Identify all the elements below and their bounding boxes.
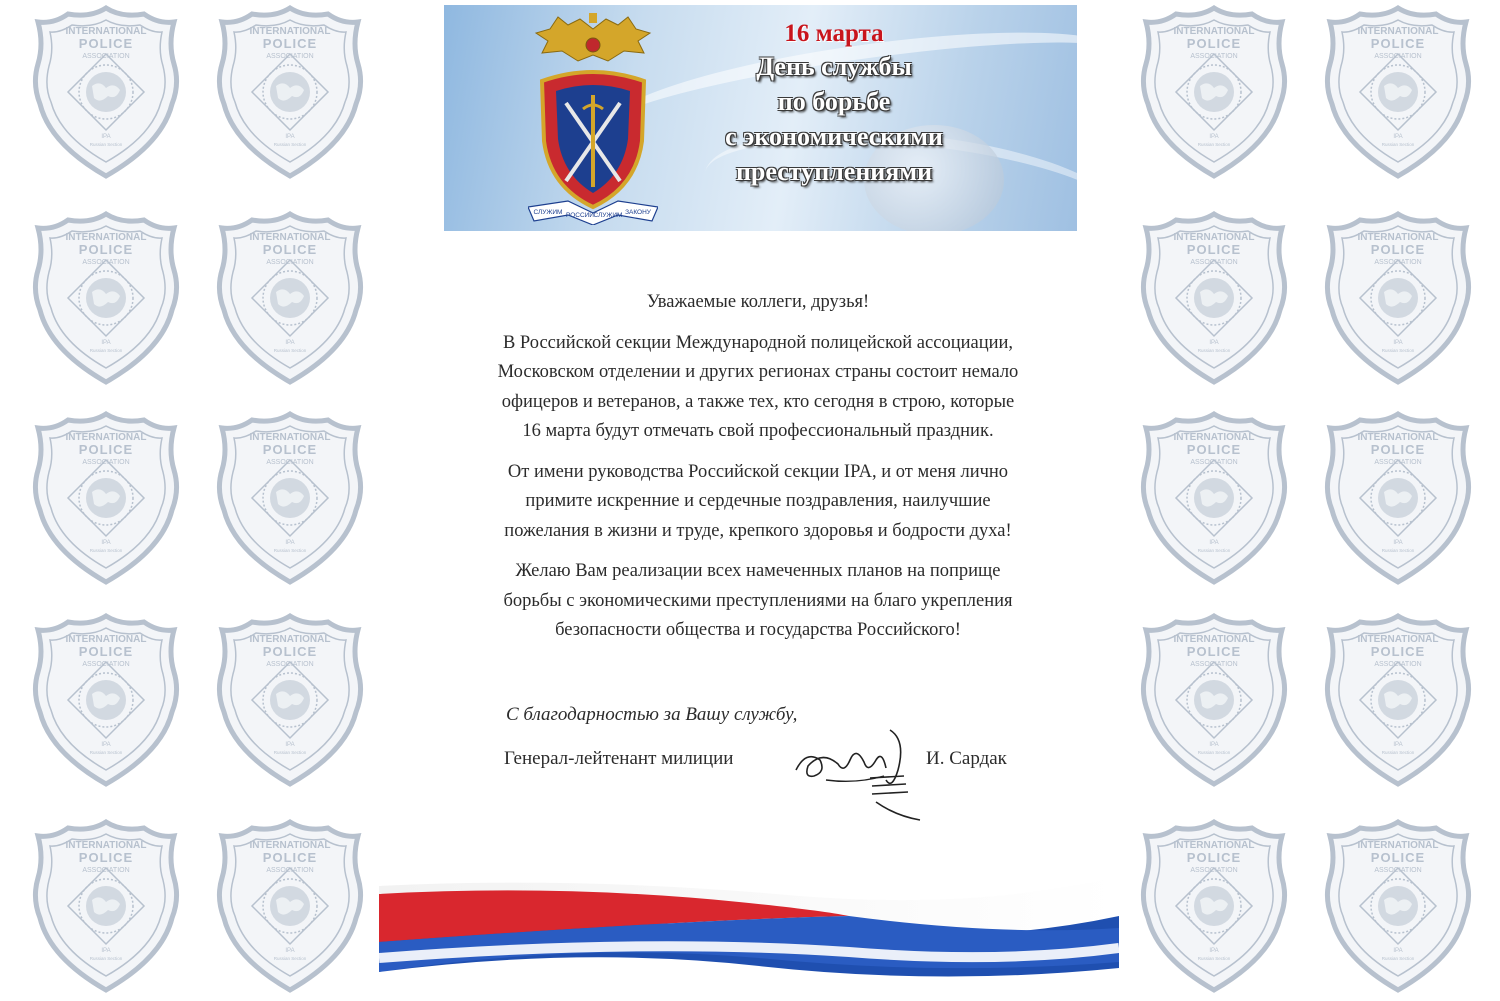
- badge-word: ASSOCIATION: [82, 867, 130, 874]
- ipa-badge-icon: [28, 4, 184, 180]
- badge-top-text: INTERNATIONAL: [65, 232, 147, 243]
- letter-line: пожелания в жизни и труде, крепкого здоровья и бодрости духа!: [504, 520, 1012, 541]
- ipa-badge-icon: [1320, 818, 1476, 994]
- ipa-badge-icon: [1136, 612, 1292, 788]
- ipa-badge-icon: [28, 612, 184, 788]
- badge-word: ASSOCIATION: [1190, 661, 1238, 668]
- signer-name: И. Сардак: [926, 748, 1007, 769]
- badge-word: ASSOCIATION: [266, 867, 314, 874]
- badge-section: Russian Section: [1197, 750, 1231, 755]
- letter-line: В Российской секции Международной полицейской ассоциации,: [502, 332, 1014, 353]
- service-emblem-icon: [528, 11, 658, 225]
- letter-paragraph: [420, 557, 1096, 646]
- badge-word: POLICE: [1186, 36, 1242, 51]
- ipa-badge-icon: [1136, 818, 1292, 994]
- letter-closing: С благодарностью за Вашу службу,: [506, 704, 798, 725]
- badge-word: POLICE: [1370, 36, 1426, 51]
- badge-section: Russian Section: [273, 750, 307, 755]
- badge-word: ASSOCIATION: [1374, 53, 1422, 60]
- badge-word: POLICE: [78, 242, 134, 257]
- badge-top-text: INTERNATIONAL: [1173, 26, 1255, 37]
- badge-top-text: INTERNATIONAL: [65, 26, 147, 37]
- russian-flag-ribbon: [379, 876, 1119, 1001]
- letter-line: примите искренние и сердечные поздравления, наилучшие: [525, 491, 991, 511]
- ipa-badge-icon: [28, 210, 184, 386]
- motto-word: СЛУЖИМ: [593, 212, 623, 219]
- badge-word: ASSOCIATION: [266, 53, 314, 60]
- badge-section: Russian Section: [1197, 348, 1231, 353]
- badge-top-text: INTERNATIONAL: [1173, 840, 1255, 851]
- ipa-badge-icon: [28, 818, 184, 994]
- badge-word: POLICE: [1186, 644, 1242, 659]
- ipa-badge-icon: [1136, 4, 1292, 180]
- badge-word: ASSOCIATION: [266, 459, 314, 466]
- badge-section: Russian Section: [1381, 348, 1415, 353]
- badge-word: ASSOCIATION: [266, 259, 314, 266]
- ipa-badge-icon: [28, 410, 184, 586]
- badge-top-text: INTERNATIONAL: [249, 840, 331, 851]
- motto-word: РОССИИ: [566, 212, 594, 219]
- letter-line: офицеров и ветеранов, а также тех, кто сегодня в строю, которые: [501, 391, 1015, 412]
- badge-word: ASSOCIATION: [82, 661, 130, 668]
- badge-top-text: INTERNATIONAL: [65, 432, 147, 443]
- motto-word: ЗАКОНУ: [625, 209, 651, 216]
- badge-word: ASSOCIATION: [82, 53, 130, 60]
- badge-section: Russian Section: [273, 348, 307, 353]
- badge-word: ASSOCIATION: [1190, 53, 1238, 60]
- badge-top-text: INTERNATIONAL: [249, 26, 331, 37]
- badge-abbr: IPA: [1209, 742, 1219, 748]
- badge-top-text: INTERNATIONAL: [1357, 634, 1439, 645]
- badge-top-text: INTERNATIONAL: [249, 232, 331, 243]
- banner-heading: [654, 19, 1014, 189]
- badge-abbr: IPA: [1209, 948, 1219, 954]
- letter-line: 16 марта будут отмечать свой профессиональный праздник.: [522, 421, 994, 441]
- badge-word: POLICE: [1370, 242, 1426, 257]
- badge-section: Russian Section: [273, 548, 307, 553]
- badge-section: Russian Section: [89, 142, 123, 147]
- badge-abbr: IPA: [101, 742, 111, 748]
- badge-word: POLICE: [78, 442, 134, 457]
- badge-word: ASSOCIATION: [266, 661, 314, 668]
- badge-top-text: INTERNATIONAL: [1357, 840, 1439, 851]
- letter-paragraph: [420, 329, 1096, 447]
- badge-word: POLICE: [262, 442, 318, 457]
- badge-word: POLICE: [1186, 850, 1242, 865]
- badge-abbr: IPA: [1393, 340, 1403, 346]
- badge-abbr: IPA: [1393, 948, 1403, 954]
- letter-body: [420, 288, 1096, 657]
- badge-abbr: IPA: [101, 540, 111, 546]
- badge-word: ASSOCIATION: [1374, 661, 1422, 668]
- badge-abbr: IPA: [1393, 742, 1403, 748]
- badge-top-text: INTERNATIONAL: [1357, 232, 1439, 243]
- badge-abbr: IPA: [101, 948, 111, 954]
- ipa-badge-icon: [1320, 210, 1476, 386]
- banner-title-line: с экономическими: [725, 122, 943, 151]
- badge-section: Russian Section: [89, 750, 123, 755]
- badge-top-text: INTERNATIONAL: [1173, 432, 1255, 443]
- ipa-badge-icon: [1320, 4, 1476, 180]
- letter-line: От имени руководства Российской секции IPA, и от меня лично: [507, 461, 1009, 482]
- badge-word: POLICE: [262, 644, 318, 659]
- badge-word: POLICE: [262, 242, 318, 257]
- badge-abbr: IPA: [285, 134, 295, 140]
- badge-abbr: IPA: [1209, 340, 1219, 346]
- ipa-badge-icon: [212, 410, 368, 586]
- ipa-badge-icon: [1136, 210, 1292, 386]
- ipa-badge-icon: [1320, 612, 1476, 788]
- ipa-badge-icon: [1136, 410, 1292, 586]
- badge-section: Russian Section: [1197, 548, 1231, 553]
- badge-word: POLICE: [78, 36, 134, 51]
- badge-word: ASSOCIATION: [82, 459, 130, 466]
- badge-word: POLICE: [1186, 242, 1242, 257]
- badge-abbr: IPA: [1209, 134, 1219, 140]
- badge-abbr: IPA: [285, 540, 295, 546]
- badge-word: POLICE: [1370, 644, 1426, 659]
- badge-word: ASSOCIATION: [1374, 867, 1422, 874]
- banner-date: 16 марта: [784, 20, 884, 47]
- letter-paragraph: [420, 458, 1096, 547]
- badge-abbr: IPA: [1393, 134, 1403, 140]
- badge-abbr: IPA: [285, 340, 295, 346]
- motto-word: СЛУЖИМ: [533, 209, 563, 216]
- ipa-badge-icon: [1320, 410, 1476, 586]
- badge-top-text: INTERNATIONAL: [1357, 432, 1439, 443]
- letter-greeting: Уважаемые коллеги, друзья!: [646, 292, 870, 312]
- banner-title-line: преступлениями: [735, 157, 933, 186]
- badge-word: POLICE: [1186, 442, 1242, 457]
- banner-title-line: по борьбе: [777, 87, 891, 116]
- badge-abbr: IPA: [285, 948, 295, 954]
- badge-section: Russian Section: [273, 956, 307, 961]
- badge-word: ASSOCIATION: [1374, 459, 1422, 466]
- letter-line: Желаю Вам реализации всех намеченных планов на поприще: [515, 561, 1001, 581]
- badge-word: ASSOCIATION: [82, 259, 130, 266]
- badge-top-text: INTERNATIONAL: [65, 840, 147, 851]
- badge-section: Russian Section: [1197, 142, 1231, 147]
- badge-word: POLICE: [1370, 850, 1426, 865]
- badge-word: POLICE: [1370, 442, 1426, 457]
- badge-section: Russian Section: [1381, 750, 1415, 755]
- banner-title-line: День службы: [756, 52, 912, 81]
- letter-line: Московском отделении и других регионах страны состоит немало: [497, 362, 1019, 382]
- badge-abbr: IPA: [101, 134, 111, 140]
- badge-section: Russian Section: [273, 142, 307, 147]
- badge-word: ASSOCIATION: [1190, 459, 1238, 466]
- letter-line: борьбы с экономическими преступлениями на благо укрепления: [503, 590, 1013, 611]
- badge-section: Russian Section: [89, 548, 123, 553]
- signer-rank: Генерал-лейтенант милиции: [504, 748, 734, 769]
- badge-top-text: INTERNATIONAL: [249, 432, 331, 443]
- badge-word: POLICE: [78, 850, 134, 865]
- badge-abbr: IPA: [101, 340, 111, 346]
- badge-abbr: IPA: [1393, 540, 1403, 546]
- badge-section: Russian Section: [89, 348, 123, 353]
- badge-word: POLICE: [262, 36, 318, 51]
- badge-top-text: INTERNATIONAL: [249, 634, 331, 645]
- badge-word: ASSOCIATION: [1190, 867, 1238, 874]
- badge-top-text: INTERNATIONAL: [1173, 634, 1255, 645]
- header-banner: [444, 5, 1077, 231]
- badge-section: Russian Section: [1381, 142, 1415, 147]
- badge-top-text: INTERNATIONAL: [65, 634, 147, 645]
- badge-abbr: IPA: [285, 742, 295, 748]
- badge-word: ASSOCIATION: [1374, 259, 1422, 266]
- letter-line: безопасности общества и государства Российского!: [555, 620, 961, 640]
- ipa-badge-icon: [212, 4, 368, 180]
- badge-word: POLICE: [262, 850, 318, 865]
- badge-word: POLICE: [78, 644, 134, 659]
- badge-section: Russian Section: [1381, 956, 1415, 961]
- ipa-badge-icon: [212, 818, 368, 994]
- badge-section: Russian Section: [1381, 548, 1415, 553]
- flag-wave-icon: [379, 876, 1119, 1001]
- badge-top-text: INTERNATIONAL: [1173, 232, 1255, 243]
- ipa-badge-icon: [212, 612, 368, 788]
- badge-top-text: INTERNATIONAL: [1357, 26, 1439, 37]
- badge-section: Russian Section: [89, 956, 123, 961]
- badge-abbr: IPA: [1209, 540, 1219, 546]
- handwritten-signature-icon: [786, 720, 926, 828]
- badge-section: Russian Section: [1197, 956, 1231, 961]
- ipa-badge-icon: [212, 210, 368, 386]
- badge-word: ASSOCIATION: [1190, 259, 1238, 266]
